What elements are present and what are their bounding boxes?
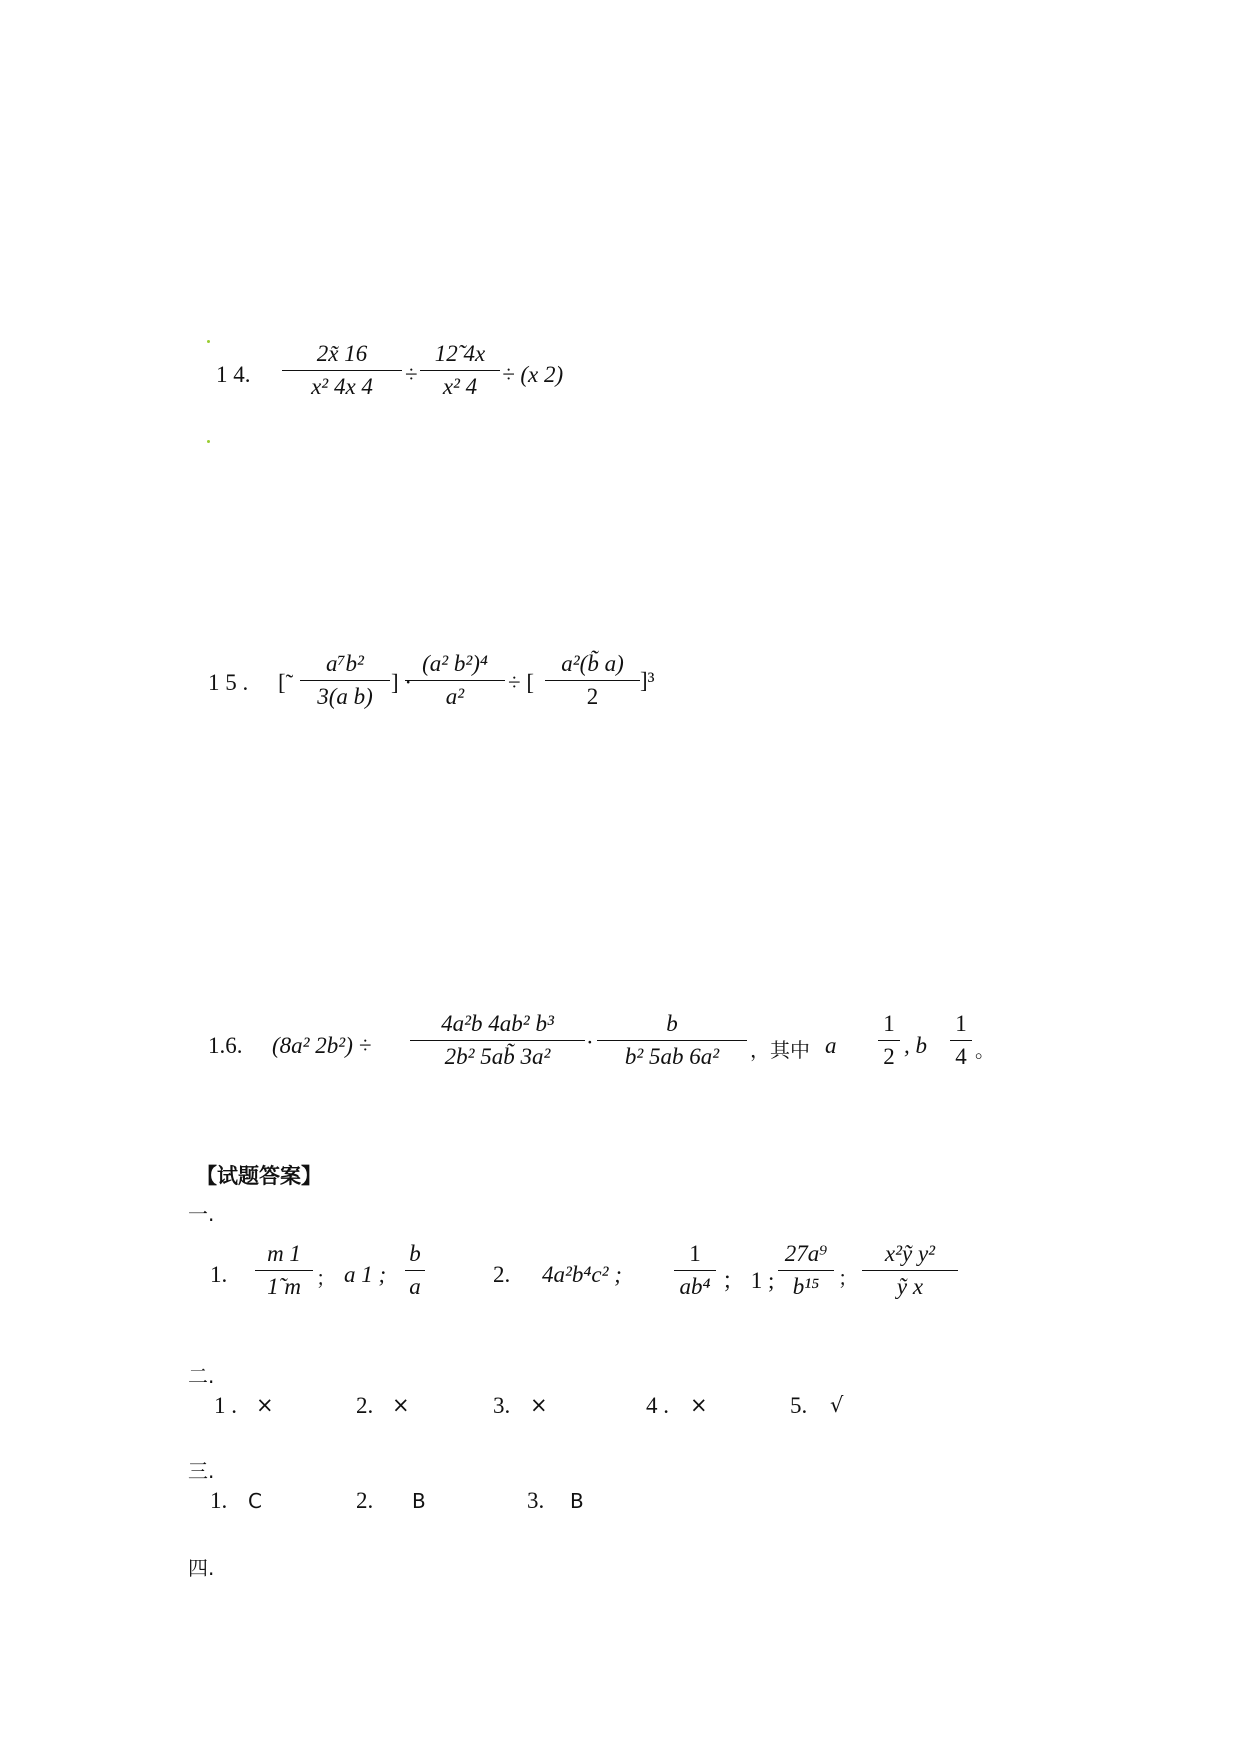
item-number: 1 . (214, 1393, 237, 1418)
choice: B (570, 1489, 584, 1513)
section-label: 一. (188, 1202, 215, 1226)
separator: ； 1 ; (722, 1268, 775, 1293)
divide-sign: ÷ [ (508, 670, 535, 695)
answers-heading: 【试题答案】 (196, 1164, 322, 1188)
check-mark: √ (830, 1393, 844, 1417)
item-number: 2. (493, 1262, 511, 1287)
answer-text: 4a²b⁴c² ; (542, 1262, 622, 1287)
margin-dot (207, 340, 210, 343)
close-bracket: ]³ (640, 668, 655, 693)
item-number: 1. (210, 1262, 228, 1287)
separator: ； (316, 1266, 336, 1290)
fraction: 1 4 (950, 1010, 972, 1071)
expression-lead: (8a² 2b²) ÷ (272, 1033, 372, 1058)
choice: C (248, 1489, 262, 1513)
fraction: a²(b̃ a) 2 (545, 650, 640, 711)
fraction: 27a⁹ b¹⁵ (778, 1240, 834, 1301)
item-number: 4 . (646, 1393, 669, 1418)
fraction: x²ỹ y² ỹ x (862, 1240, 958, 1301)
cross-mark: × (392, 1393, 410, 1417)
item-number: 5. (790, 1393, 808, 1418)
section-label: 三. (188, 1459, 215, 1483)
answer-text: a 1 ; (344, 1262, 387, 1287)
expression-tail: ÷ (x 2) (502, 362, 564, 387)
item-number: 1. (210, 1488, 228, 1513)
fraction: m 1 1̃ m (255, 1240, 313, 1301)
fraction: b a (405, 1240, 425, 1301)
fraction: b b² 5ab 6a² (597, 1010, 747, 1071)
variable-a: a (825, 1033, 837, 1058)
fraction: a⁷b² 3(a b) (300, 650, 390, 711)
fraction: 4a²b 4ab² b³ 2b² 5ab̃ 3a² (410, 1010, 585, 1071)
problem-number: 1 4. (216, 362, 251, 387)
fraction: 12̃ 4x x² 4 (420, 340, 500, 401)
item-number: 3. (493, 1393, 511, 1418)
open-bracket: [̃ (278, 670, 286, 695)
fraction: 1 ab⁴ (674, 1240, 716, 1301)
cross-mark: × (530, 1393, 548, 1417)
item-number: 3. (527, 1488, 545, 1513)
margin-dot (207, 440, 210, 443)
separator: ； (838, 1266, 858, 1290)
item-number: 2. (356, 1488, 374, 1513)
variable-b: , b (904, 1033, 927, 1058)
cross-mark: × (256, 1393, 274, 1417)
where-text: ，其中 (750, 1038, 810, 1062)
fraction: 1 2 (878, 1010, 900, 1071)
end-mark: 。 (975, 1038, 995, 1062)
section-label: 二. (188, 1364, 215, 1388)
section-label: 四. (188, 1556, 215, 1580)
fraction: 2x̃ 16 x² 4x 4 (282, 340, 402, 401)
close-bracket: ] · (391, 670, 413, 695)
choice: B (412, 1489, 426, 1513)
fraction: (a² b²)⁴ a² (405, 650, 505, 711)
problem-number: 1.6. (208, 1033, 243, 1058)
divide-sign: ÷ (405, 362, 418, 387)
cross-mark: × (690, 1393, 708, 1417)
multiply-dot: · (586, 1030, 594, 1055)
item-number: 2. (356, 1393, 374, 1418)
problem-number: 1 5 . (208, 670, 249, 695)
